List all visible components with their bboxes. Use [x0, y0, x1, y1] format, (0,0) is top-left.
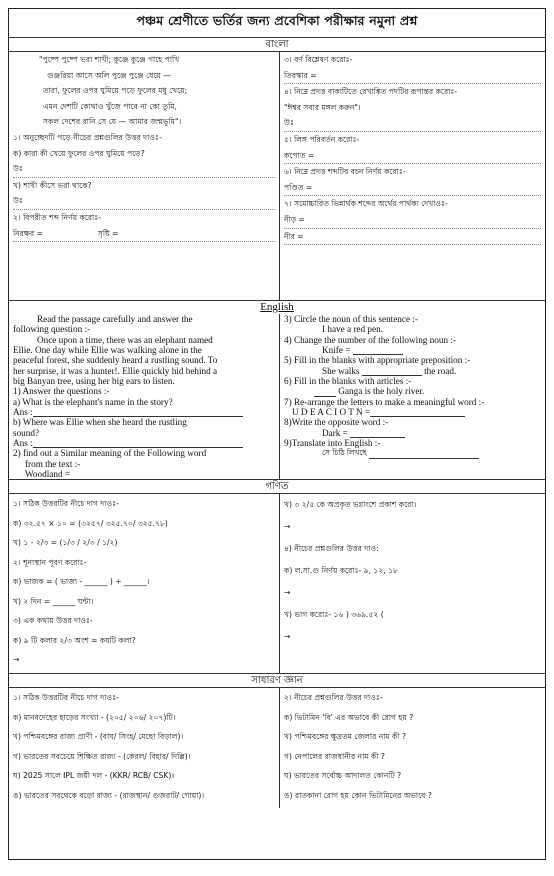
question-text: ৪। নিম্নে প্রদত্ত বাক্যটিতে রেখাঙ্কিত পদটির রূপান্তর করোঃ-: [284, 87, 458, 97]
question-text: ২। বিপরীত শব্দ নির্ণয় করোঃ-: [13, 212, 102, 222]
question-text: গ) ভারতের সবচেয়ে শিক্ষিত রাজ্য - (কেরল/ বিহার/ দিল্লি)।: [13, 751, 191, 761]
question-text: ক) মানবদেহের হাড়ের সংখ্যা - (২০৫/ ২০৬/ ২০৭)টি।: [13, 712, 176, 722]
question-text: ক) ভাজক = ( ভাজ্য - ______ ) ÷ ______।: [13, 577, 150, 586]
question-text: Ganga is the holy river.: [338, 386, 425, 397]
passage-text: her surprise, it was a hunter!. Ellie quickly hid behind a: [13, 365, 218, 376]
question-text: a) What is the elephant's name in the story?: [13, 396, 173, 407]
antonym-word: নিরক্ষর =: [13, 228, 43, 238]
question-text: ৩) এক কথায় উত্তর দাওঃ-: [13, 616, 93, 625]
question-text: ঙ) ভারতের সবথেকে বড়ো রাজ্য - (রাজস্থান/ গুজরাট/ গোয়া)।: [13, 790, 205, 800]
question-text: She walks: [322, 365, 360, 376]
question-text: ৫। লিঙ্গ পরিবর্তন করোঃ-: [284, 134, 360, 144]
answer-label: Ans :: [13, 438, 33, 449]
bangla-right-column: [280, 52, 545, 300]
math-left-column: [9, 494, 280, 673]
question-text: 8)Write the opposite word :-: [284, 417, 389, 428]
question-text: ঘ) ভারতের সর্বোচ্চ আদালত কোনটি ?: [284, 771, 402, 780]
answer-label: উঃ: [13, 193, 275, 210]
question-text: কপোত =: [284, 148, 541, 165]
answer-label: উঃ: [284, 115, 541, 132]
question-text: U D E A C I O T N =: [292, 407, 371, 418]
question-text: খ) ভাগ করোঃ- ১৬ ) ৩৬৯.৫২ (: [284, 610, 384, 619]
passage-text: big Banyan tree, using her big ears to listen.: [13, 376, 175, 387]
question-text: সে চিঠি লিখছে: [322, 448, 367, 458]
section-heading-gk: সাধারণ জ্ঞান: [9, 673, 545, 687]
arrow-glyph: →: [13, 655, 20, 664]
question-text: 1) Answer the questions :-: [13, 386, 110, 397]
section-heading-bangla: বাংলা: [265, 39, 289, 50]
question-text: খ) ১ - ২/৩ = (১/৩ / ২/৩ / ১/২): [13, 538, 118, 547]
arrow-glyph: →: [284, 588, 291, 597]
question-text: the road.: [424, 365, 457, 376]
page-title: পঞ্চম শ্রেণীতে ভর্তির জন্য প্রবেশিকা পরীক্ষার নমুনা প্রশ্ন: [9, 9, 545, 38]
exam-sheet: [8, 8, 546, 860]
question-text: ৪) নীচের প্রশ্নগুলির উত্তর দাও:: [284, 544, 379, 553]
question-text: গ) নেপালের রাজধানীর নাম কী ?: [284, 751, 385, 761]
arrow-glyph: →: [284, 522, 291, 531]
passage-text: Read the passage carefully and answer the: [37, 314, 193, 324]
english-section: [9, 314, 545, 479]
section-heading-math: গণিত: [9, 479, 545, 493]
english-left-column: [9, 314, 280, 479]
question-text: নীড় =: [284, 212, 541, 229]
poem-line: সকল দেশের রানি সে যে — আমার জন্মভূমি"।: [43, 117, 182, 127]
question-text: ঙ) রাতকানা রোগ হয় কোন ভিটামিনের অভাবে ?: [284, 790, 432, 800]
question-text: নীর =: [284, 229, 541, 246]
question-text: ক) ল.সা.গু নির্ণয় করোঃ- ৯, ১২, ১৮: [284, 566, 398, 575]
question-text: 7) Re-arrange the letters to make a meaningful word :-: [284, 396, 485, 407]
passage-text: peaceful forest, she suddenly heard a rustling sound. To: [13, 355, 218, 366]
question-text: 3) Circle the noun of this sentence :-: [284, 314, 418, 324]
question-text: b) Where was Ellie when she heard the rustling: [13, 417, 187, 428]
answer-label: Ans :: [13, 407, 33, 418]
question-text: ঘ) 2025 সালে IPL জয়ী দল - (KKR/ RCB/ CSK)।: [13, 771, 175, 780]
question-text: খ) পশ্চিমবঙ্গের রাজ্য প্রাণী - (বাঘ/ সিংহ/ মেছো বিড়াল)।: [13, 732, 184, 741]
question-text: 4) Change the number of the following noun :-: [284, 334, 456, 345]
question-text: ১। সঠিক উত্তরটির নীচে দাগ দাওঃ-: [13, 693, 119, 702]
question-text: খ) ২ দিন = ______ ঘন্টা।: [13, 596, 94, 606]
math-right-column: [280, 494, 545, 673]
gk-left-column: [9, 688, 280, 808]
question-text: Knife =: [322, 345, 351, 356]
question-text: খ) পশ্চিমবঙ্গের ক্ষুদ্রতম জেলার নাম কী ?: [284, 732, 406, 741]
question-text: ক) ৯ টি কলার ২/৩ অংশ = কয়টি কলা?: [13, 635, 136, 645]
question-text: 9)Translate into English :-: [284, 438, 381, 449]
passage-text: following question :-: [13, 324, 91, 335]
question-text: পণ্ডিত =: [284, 180, 541, 197]
poem-line: এমন দেশটি কোথাও খুঁজে পাবে না কো তুমি,: [43, 101, 177, 111]
antonym-word: সৃষ্টি =: [97, 228, 119, 238]
section-heading-english: English: [9, 300, 545, 314]
poem-line: "পুষ্পে পুষ্পে ভরা শাখী; কুঞ্জে কুঞ্জে গাহে পাখি: [39, 55, 180, 64]
question-text: ৭। সমোচ্চারিত ভিন্নার্থক শব্দের অর্থের পার্থক্য দেখাওঃ-: [284, 199, 448, 209]
poem-line: গুঞ্জরিয়া আসে অলি পুঞ্জে পুঞ্জে ধেয়ে —: [47, 70, 171, 80]
question-text: "ঈশ্বর সবার মঙ্গল করুন"।: [284, 102, 361, 112]
question-text: ১। অনুচ্ছেদটি পড়ে নীচের প্রশ্নগুলির উত্তর দাওঃ-: [13, 132, 162, 142]
antonym-row: [13, 226, 275, 243]
question-text: তিরস্কার =: [284, 68, 541, 85]
question-text: I have a red pen.: [322, 324, 383, 335]
question-text: from the text :-: [25, 458, 81, 469]
question-text: 6) Fill in the blanks with articles :-: [284, 376, 412, 387]
question-text: খ) শাখী কীসে ভরা থাকে?: [13, 180, 92, 190]
question-text: ২। নীচের প্রশ্নগুলির উত্তর দাওঃ-: [284, 693, 383, 702]
question-text: ৩। বর্ণ বিশ্লেষণ করোঃ-: [284, 55, 353, 64]
question-text: 5) Fill in the blanks with appropriate preposition :-: [284, 355, 471, 366]
bangla-left-column: [9, 52, 280, 300]
gk-right-column: [280, 688, 545, 808]
bangla-section: [9, 51, 545, 300]
question-text: ১। সঠিক উত্তরটির নীচে দাগ দাওঃ-: [13, 499, 119, 508]
math-section: [9, 493, 545, 673]
arrow-glyph: →: [284, 632, 291, 641]
question-text: খ) ৩ ২/৫ কে অপ্রকৃত ভগ্নাংশে প্রকাশ করো।: [284, 500, 417, 509]
gk-section: [9, 687, 545, 808]
question-text: Woodland =: [25, 469, 71, 480]
answer-label: উঃ: [13, 161, 275, 178]
question-text: ৬। নিম্নে প্রদত্ত শব্দটির বচন নির্ণয় করোঃ-: [284, 167, 406, 177]
passage-text: Once upon a time, there was an elephant named: [37, 334, 213, 345]
poem-line: তারা, ফুলের ওপর ঘুমিয়ে পড়ে ফুলের মধু খেয়ে;: [43, 86, 188, 96]
question-text: ক) কারা কী খেয়ে ফুলের ওপর ঘুমিয়ে পড়ে?: [13, 148, 145, 158]
english-right-column: [280, 314, 545, 479]
passage-text: Ellie. One day while Ellie was walking alone in the: [13, 345, 202, 356]
question-text: ক) ভিটামিন 'বি' এর অভাবে কী রোগ হয় ?: [284, 712, 414, 722]
question-text: sound?: [13, 427, 40, 438]
question-text: ২। শূন্যস্থান পূরণ করোঃ-: [13, 557, 87, 567]
question-text: Dark =: [322, 427, 348, 438]
question-text: 2) find out a Similar meaning of the Following word: [13, 448, 207, 459]
question-text: ক) ৩২.৫৭ × ১০ = (৩২৫৭/ ৩২৫.৭০/ ৩২৫.৭৮): [13, 518, 168, 528]
